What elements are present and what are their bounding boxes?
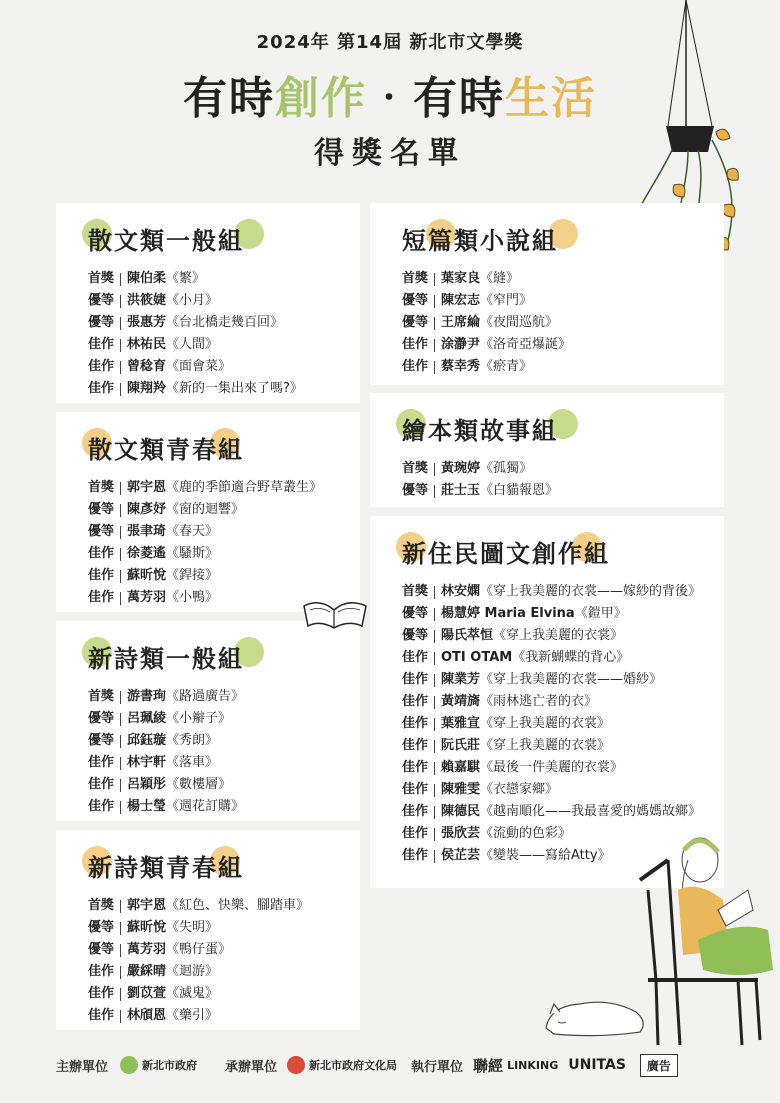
- winner-name: 林安嫻: [441, 584, 481, 599]
- co-organizer-label: 承辦單位: [225, 1059, 278, 1075]
- work-title: 《小月》: [166, 293, 219, 308]
- winner-row: [402, 334, 724, 356]
- winner-name: 黃琬婷: [441, 461, 481, 476]
- row-divider: [120, 339, 121, 352]
- row-divider: [434, 630, 435, 643]
- work-title: 《最後一件美麗的衣裳》: [480, 760, 624, 775]
- award-level: 佳作: [88, 590, 115, 605]
- award-level: 佳作: [88, 337, 115, 352]
- winner-name: 陽氏萃恒: [441, 628, 494, 643]
- winner-name: 郭宇恩: [127, 898, 167, 913]
- section-card-poetry-youth: [56, 830, 360, 1030]
- row-divider: [120, 317, 121, 330]
- award-level: 佳作: [88, 359, 115, 374]
- winner-name: 陳翔羚: [127, 381, 167, 396]
- work-title: 《瘀青》: [480, 359, 533, 374]
- sponsors-footer: [0, 1050, 780, 1080]
- award-level: 首獎: [88, 898, 115, 913]
- award-level: 首獎: [88, 271, 115, 286]
- winner-name: 侯芷芸: [441, 848, 481, 863]
- work-title: 《紅色、快樂、腳踏車》: [166, 898, 310, 913]
- winner-name: 葉雅宣: [441, 716, 481, 731]
- row-divider: [434, 608, 435, 621]
- title-part-4: 生活: [505, 73, 597, 124]
- winner-row: [402, 669, 724, 691]
- work-title: 《滅鬼》: [166, 986, 219, 1001]
- winner-name: 劉苡萱: [127, 986, 167, 1001]
- ad-label: 廣告: [640, 1054, 678, 1077]
- winner-row: [88, 499, 360, 521]
- work-title: 《雨林逃亡者的衣》: [480, 694, 598, 709]
- winner-row: [402, 757, 724, 779]
- award-level: 佳作: [402, 782, 429, 797]
- row-divider: [120, 295, 121, 308]
- new-taipei-gov-icon: [120, 1056, 138, 1074]
- work-title: 《流動的色彩》: [480, 826, 572, 841]
- winner-name: 徐菱遙: [127, 546, 167, 561]
- row-divider: [434, 339, 435, 352]
- winner-name: 楊士瑩: [127, 799, 167, 814]
- row-divider: [434, 806, 435, 819]
- work-title: 《窗的迴響》: [166, 502, 245, 517]
- award-level: 優等: [88, 733, 115, 748]
- award-level: 首獎: [88, 689, 115, 704]
- award-level: 佳作: [402, 337, 429, 352]
- award-level: 佳作: [88, 381, 115, 396]
- award-level: 佳作: [88, 546, 115, 561]
- winner-row: [402, 713, 724, 735]
- work-title: 《穿上我美麗的衣裳》: [493, 628, 624, 643]
- work-title: 《台北橋走幾百回》: [166, 315, 284, 330]
- award-level: 佳作: [402, 650, 429, 665]
- row-divider: [434, 674, 435, 687]
- winners-list: [402, 581, 724, 867]
- work-title: 《洛奇亞爆誕》: [480, 337, 572, 352]
- winner-row: [88, 796, 360, 818]
- winner-row: [88, 477, 360, 499]
- work-title: 《秀朗》: [166, 733, 219, 748]
- row-divider: [434, 850, 435, 863]
- winner-row: [402, 480, 724, 502]
- winner-name: 張聿琦: [127, 524, 167, 539]
- award-level: 佳作: [88, 568, 115, 583]
- award-level: 佳作: [402, 738, 429, 753]
- winner-name: 陳彥妤: [127, 502, 167, 517]
- award-level: 佳作: [88, 964, 115, 979]
- work-title: 《失明》: [166, 920, 219, 935]
- row-divider: [120, 922, 121, 935]
- winner-name: 萬芳羽: [127, 590, 167, 605]
- winners-list: [88, 686, 360, 818]
- winner-row: [402, 691, 724, 713]
- section-card-prose-general: [56, 203, 360, 403]
- work-title: 《春天》: [166, 524, 219, 539]
- winner-row: [88, 686, 360, 708]
- winner-name: 張欣芸: [441, 826, 481, 841]
- winners-list: [88, 268, 360, 400]
- work-title: 《衣戀家鄉》: [480, 782, 559, 797]
- winner-row: [88, 565, 360, 587]
- row-divider: [120, 548, 121, 561]
- winner-row: [88, 708, 360, 730]
- award-level: 優等: [402, 315, 429, 330]
- winner-name: 曾稔育: [127, 359, 167, 374]
- award-subtitle: 2024年 第14屆 新北市文學獎: [256, 32, 524, 53]
- winner-row: [88, 895, 360, 917]
- winner-name: 蘇昕悅: [127, 568, 167, 583]
- winner-row: [88, 983, 360, 1005]
- winners-list: [402, 458, 724, 502]
- award-level: 佳作: [88, 1008, 115, 1023]
- winners-list: [88, 477, 360, 609]
- section-title: 散文類青春組: [88, 430, 244, 465]
- winner-name: 陳伯柔: [127, 271, 167, 286]
- row-divider: [120, 900, 121, 913]
- section-card-prose-youth: [56, 412, 360, 612]
- row-divider: [434, 762, 435, 775]
- work-title: 《繁》: [166, 271, 206, 286]
- winners-list: [402, 268, 724, 378]
- title-part-3: ‧有時: [367, 73, 505, 124]
- row-divider: [434, 740, 435, 753]
- winner-row: [402, 735, 724, 757]
- winner-name: 王席綸: [441, 315, 481, 330]
- girl-on-chair-illustration: [628, 830, 778, 1050]
- work-title: 《面會菜》: [166, 359, 232, 374]
- winner-row: [88, 312, 360, 334]
- row-divider: [120, 383, 121, 396]
- winner-name: 黃靖旖: [441, 694, 481, 709]
- row-divider: [434, 485, 435, 498]
- work-title: 《銲接》: [166, 568, 219, 583]
- title-part-1: 有時: [183, 73, 275, 124]
- work-title: 《穿上我美麗的衣裳——婚紗》: [480, 672, 663, 687]
- winner-name: 陳德民: [441, 804, 481, 819]
- row-divider: [120, 361, 121, 374]
- award-level: 優等: [88, 920, 115, 935]
- work-title: 《窄門》: [480, 293, 533, 308]
- winner-name: 葉家良: [441, 271, 481, 286]
- row-divider: [120, 592, 121, 605]
- winner-name: 嚴綵晴: [127, 964, 167, 979]
- work-title: 《數樓層》: [166, 777, 232, 792]
- winner-name: 張惠芳: [127, 315, 167, 330]
- winner-name: OTI OTAM: [441, 650, 513, 665]
- award-level: 優等: [88, 524, 115, 539]
- winner-row: [402, 290, 724, 312]
- section-card-picture-book: [370, 393, 724, 507]
- winner-row: [88, 378, 360, 400]
- row-divider: [120, 966, 121, 979]
- winner-row: [402, 312, 724, 334]
- award-level: 優等: [402, 628, 429, 643]
- row-divider: [120, 1010, 121, 1023]
- culture-bureau-icon: [287, 1056, 305, 1074]
- winners-list-title: 得獎名單: [314, 136, 466, 171]
- award-level: 優等: [402, 606, 429, 621]
- award-level: 優等: [402, 293, 429, 308]
- row-divider: [120, 570, 121, 583]
- work-title: 《鎧甲》: [574, 606, 627, 621]
- award-level: 佳作: [88, 799, 115, 814]
- award-level: 佳作: [402, 672, 429, 687]
- winner-name: 陳雅雯: [441, 782, 481, 797]
- row-divider: [120, 273, 121, 286]
- winner-row: [88, 334, 360, 356]
- work-title: 《白貓報恩》: [480, 483, 559, 498]
- row-divider: [434, 273, 435, 286]
- work-title: 《穿上我美麗的衣裳》: [480, 738, 611, 753]
- award-level: 優等: [88, 293, 115, 308]
- work-title: 《孤獨》: [480, 461, 533, 476]
- winner-row: [88, 774, 360, 796]
- winner-row: [402, 625, 724, 647]
- row-divider: [434, 652, 435, 665]
- row-divider: [120, 735, 121, 748]
- co-organizer-logo: 新北市政府文化局: [287, 1056, 397, 1074]
- award-level: 首獎: [402, 271, 429, 286]
- winner-row: [402, 603, 724, 625]
- work-title: 《路過廣告》: [166, 689, 245, 704]
- row-divider: [434, 696, 435, 709]
- winner-row: [88, 356, 360, 378]
- winner-name: 邱鈺璇: [127, 733, 167, 748]
- award-level: 首獎: [402, 584, 429, 599]
- winner-name: 林祐民: [127, 337, 167, 352]
- award-level: 優等: [402, 483, 429, 498]
- work-title: 《穿上我美麗的衣裳——嫁紗的背後》: [480, 584, 702, 599]
- work-title: 《新的一集出來了嗎?》: [166, 381, 303, 396]
- unitas-logo: UNITAS: [568, 1057, 626, 1073]
- work-title: 《小辮子》: [166, 711, 232, 726]
- winner-name: 陳宏志: [441, 293, 481, 308]
- row-divider: [434, 361, 435, 374]
- work-title: 《迴游》: [166, 964, 219, 979]
- winner-name: 楊慧婷 Maria Elvina: [441, 606, 575, 621]
- executor-label: 執行單位: [411, 1059, 464, 1075]
- winner-row: [402, 581, 724, 603]
- award-level: 佳作: [88, 755, 115, 770]
- row-divider: [120, 757, 121, 770]
- award-level: 佳作: [402, 359, 429, 374]
- section-title: 短篇類小說組: [402, 221, 558, 256]
- linking-logo: 聯經 LINKING: [473, 1056, 559, 1075]
- title-part-2: 創作: [275, 73, 367, 124]
- winner-name: 蘇昕悅: [127, 920, 167, 935]
- winner-name: 阮氏莊: [441, 738, 481, 753]
- winner-row: [402, 647, 724, 669]
- row-divider: [120, 801, 121, 814]
- section-title: 散文類一般組: [88, 221, 244, 256]
- organizer-label: 主辦單位: [56, 1059, 109, 1075]
- section-card-poetry-general: [56, 621, 360, 821]
- work-title: 《鴨仔蛋》: [166, 942, 232, 957]
- section-title: 新詩類一般組: [88, 639, 244, 674]
- work-title: 《週花訂購》: [166, 799, 245, 814]
- winner-row: [402, 801, 724, 823]
- work-title: 《鹿的季節適合野草叢生》: [166, 480, 323, 495]
- award-level: 佳作: [402, 804, 429, 819]
- award-level: 佳作: [88, 986, 115, 1001]
- row-divider: [434, 784, 435, 797]
- winner-row: [88, 961, 360, 983]
- award-level: 首獎: [88, 480, 115, 495]
- work-title: 《縫》: [480, 271, 520, 286]
- winner-name: 洪筱婕: [127, 293, 167, 308]
- winner-row: [402, 268, 724, 290]
- winner-name: 蔡幸秀: [441, 359, 481, 374]
- award-level: 優等: [88, 502, 115, 517]
- winner-row: [88, 917, 360, 939]
- winner-name: 賴嘉騏: [441, 760, 481, 775]
- award-level: 佳作: [402, 716, 429, 731]
- award-level: 優等: [88, 711, 115, 726]
- award-level: 佳作: [88, 777, 115, 792]
- winner-row: [402, 779, 724, 801]
- row-divider: [120, 779, 121, 792]
- winner-name: 呂穎彤: [127, 777, 167, 792]
- row-divider: [434, 295, 435, 308]
- award-level: 佳作: [402, 694, 429, 709]
- work-title: 《越南順化——我最喜愛的媽媽故鄉》: [480, 804, 702, 819]
- open-book-illustration: [300, 596, 370, 632]
- row-divider: [434, 317, 435, 330]
- row-divider: [434, 463, 435, 476]
- organizer-logo: 新北市政府: [120, 1056, 197, 1074]
- section-title: 繪本類故事組: [402, 411, 558, 446]
- winner-row: [88, 730, 360, 752]
- work-title: 《騷斯》: [166, 546, 219, 561]
- work-title: 《落車》: [166, 755, 219, 770]
- winner-name: 呂珮綾: [127, 711, 167, 726]
- winner-name: 游書珣: [127, 689, 167, 704]
- winner-row: [88, 543, 360, 565]
- work-title: 《人間》: [166, 337, 219, 352]
- section-title: 新詩類青春組: [88, 848, 244, 883]
- winner-row: [88, 290, 360, 312]
- award-level: 優等: [88, 942, 115, 957]
- sleeping-cat-illustration: [540, 992, 650, 1040]
- work-title: 《變裝——寫給Atty》: [480, 848, 611, 863]
- work-title: 《小鴨》: [166, 590, 219, 605]
- winner-row: [88, 939, 360, 961]
- winner-name: 郭宇恩: [127, 480, 167, 495]
- section-title: 新住民圖文創作組: [402, 534, 610, 569]
- award-level: 佳作: [402, 760, 429, 775]
- row-divider: [120, 526, 121, 539]
- winner-row: [88, 752, 360, 774]
- winner-name: 莊士玉: [441, 483, 481, 498]
- row-divider: [434, 586, 435, 599]
- winner-row: [402, 458, 724, 480]
- row-divider: [434, 828, 435, 841]
- award-level: 首獎: [402, 461, 429, 476]
- work-title: 《夜間巡航》: [480, 315, 559, 330]
- row-divider: [120, 713, 121, 726]
- section-card-short-story: [370, 203, 724, 385]
- row-divider: [434, 718, 435, 731]
- row-divider: [120, 482, 121, 495]
- winner-name: 萬芳羽: [127, 942, 167, 957]
- winner-name: 陳業芳: [441, 672, 481, 687]
- award-level: 佳作: [402, 848, 429, 863]
- winner-row: [402, 356, 724, 378]
- winner-name: 林宇軒: [127, 755, 167, 770]
- award-level: 佳作: [402, 826, 429, 841]
- row-divider: [120, 504, 121, 517]
- award-level: 優等: [88, 315, 115, 330]
- work-title: 《穿上我美麗的衣裳》: [480, 716, 611, 731]
- row-divider: [120, 944, 121, 957]
- winner-name: 林頎恩: [127, 1008, 167, 1023]
- winner-row: [88, 521, 360, 543]
- winners-list: [88, 895, 360, 1027]
- winner-row: [88, 268, 360, 290]
- winner-row: [88, 1005, 360, 1027]
- row-divider: [120, 691, 121, 704]
- winner-name: 涂瀞尹: [441, 337, 481, 352]
- work-title: 《我新蝴蝶的背心》: [512, 650, 630, 665]
- work-title: 《藥引》: [166, 1008, 219, 1023]
- row-divider: [120, 988, 121, 1001]
